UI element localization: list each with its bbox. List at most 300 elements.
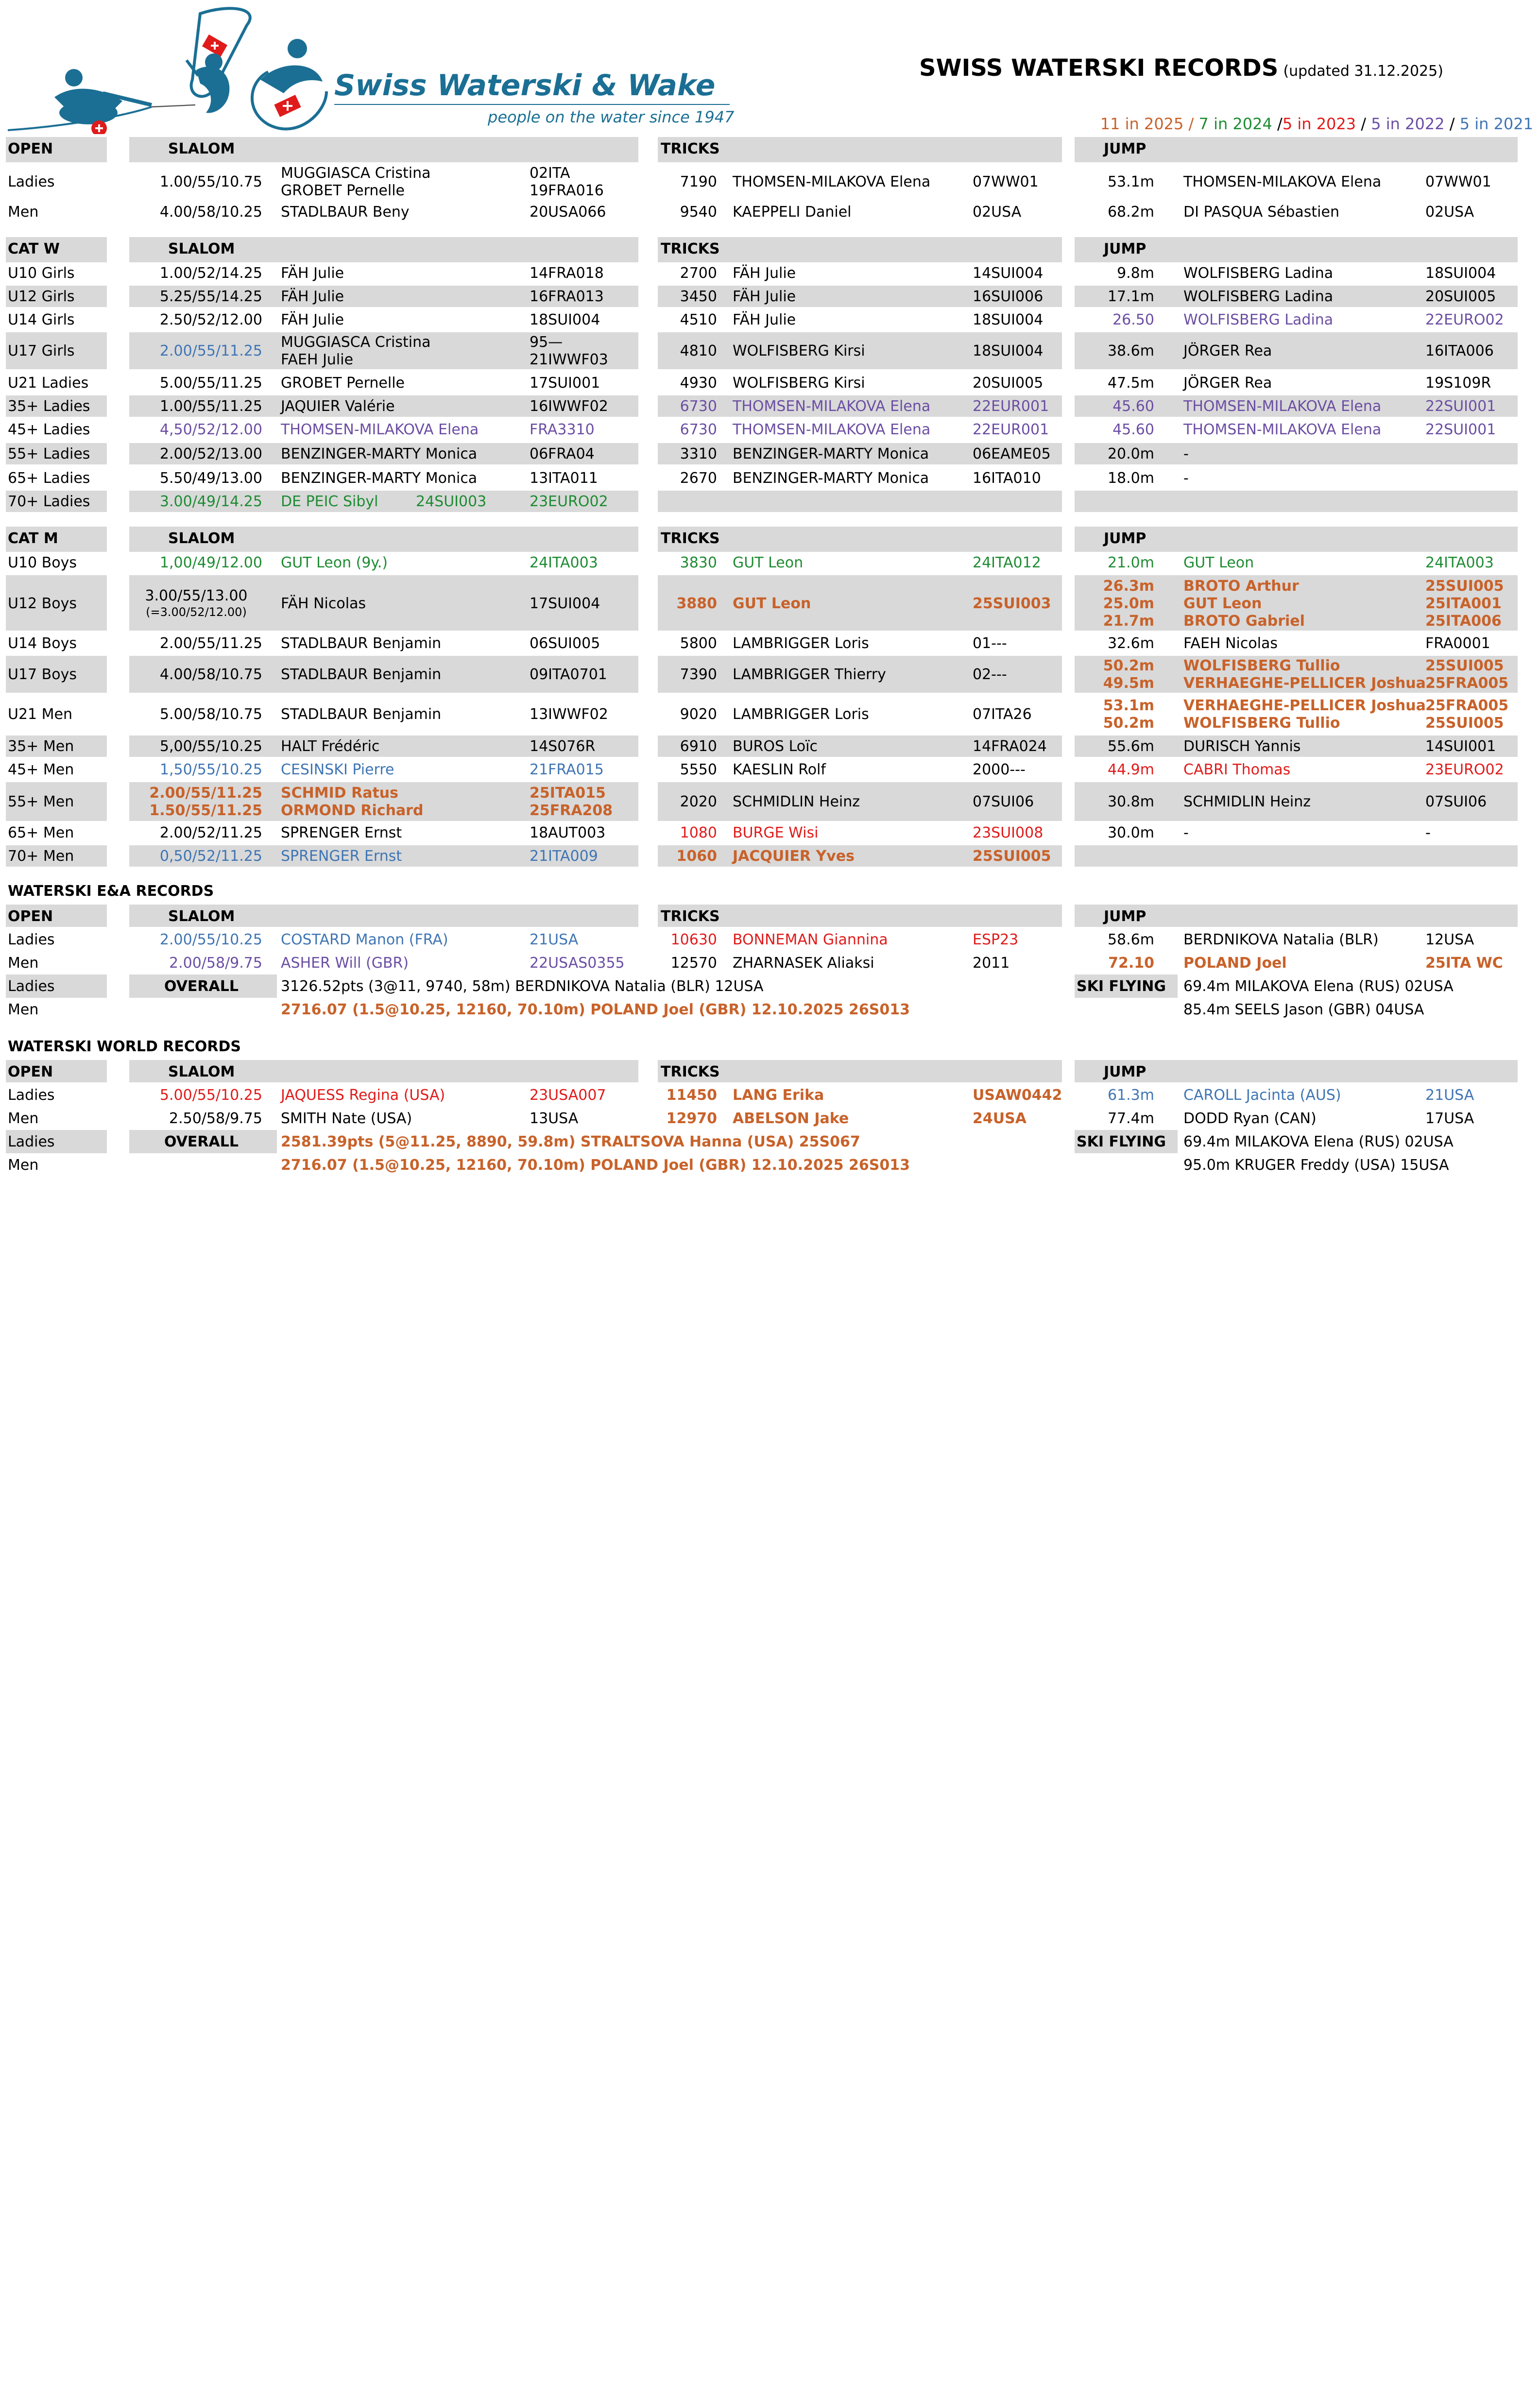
year-count: 5 in 2021: [1459, 115, 1533, 133]
slalom-heading: SLALOM: [168, 140, 235, 157]
tricks-name: BUROS Loïc: [733, 737, 818, 755]
tricks-score: 10630: [670, 931, 717, 948]
ski-flying-heading: SKI FLYING: [1077, 1133, 1166, 1150]
slalom-name: ASHER Will (GBR): [281, 954, 409, 972]
slalom-name: SPRENGER Ernst: [281, 847, 402, 865]
jump-score: 21.7m: [1103, 612, 1154, 629]
tricks-name: BENZINGER-MARTY Monica: [733, 469, 929, 487]
slalom-code: 19FRA016: [530, 182, 604, 199]
jump-score: 53.1m: [1107, 173, 1154, 190]
slalom-score: 5.00/58/10.75: [159, 705, 262, 723]
jump-code: 24ITA003: [1425, 554, 1494, 571]
slalom-score: 3.00/55/13.00: [145, 586, 248, 604]
slalom-code: 20USA066: [530, 203, 606, 221]
slalom-name: FÄH Julie: [281, 311, 344, 328]
overall-label: Men: [8, 1001, 39, 1018]
year-count: /: [1444, 115, 1460, 133]
tricks-code: ESP23: [973, 931, 1019, 948]
section-label: CAT W: [8, 240, 60, 257]
slalom-code: 09ITA0701: [530, 666, 607, 683]
tricks-code: USAW0442: [973, 1086, 1062, 1104]
slalom-name: SPRENGER Ernst: [281, 824, 402, 841]
jump-name: THOMSEN-MILAKOVA Elena: [1183, 173, 1382, 190]
tricks-heading: TRICKS: [661, 240, 720, 257]
slalom-score: 5.00/55/11.25: [159, 374, 262, 392]
category-label: U17 Boys: [8, 666, 77, 683]
overall-men: 2716.07 (1.5@10.25, 12160, 70.10m) POLAND Joel (GBR) 12.10.2025 26S013: [281, 1156, 910, 1174]
slalom-code: 24SUI003: [416, 493, 487, 510]
slalom-name: FÄH Julie: [281, 288, 344, 305]
tricks-code: 2000---: [973, 761, 1026, 778]
category-label: U12 Girls: [8, 288, 75, 305]
category-label: Ladies: [8, 1086, 55, 1104]
overall-label: Men: [8, 1156, 39, 1174]
tricks-name: THOMSEN-MILAKOVA Elena: [733, 173, 931, 190]
jump-name: -: [1183, 469, 1189, 487]
slalom-code: 16FRA013: [530, 288, 604, 305]
category-label: 70+ Ladies: [8, 493, 90, 510]
category-label: 70+ Men: [8, 847, 74, 865]
brand-tagline: people on the water since 1947: [488, 108, 735, 126]
tricks-score: 4930: [680, 374, 717, 392]
slalom-score: 1,00/49/12.00: [159, 554, 262, 571]
tricks-heading: TRICKS: [661, 140, 720, 157]
tricks-name: GUT Leon: [733, 554, 804, 571]
slalom-score: 1.00/55/11.25: [159, 397, 262, 415]
jump-name: DODD Ryan (CAN): [1183, 1110, 1317, 1127]
flying-men: 95.0m KRUGER Freddy (USA) 15USA: [1183, 1156, 1449, 1174]
slalom-name: THOMSEN-MILAKOVA Elena: [281, 421, 479, 438]
tricks-code: 06EAME05: [973, 445, 1051, 462]
slalom-code: 23EURO02: [530, 493, 608, 510]
jump-score: 30.0m: [1107, 824, 1154, 841]
tricks-name: LAMBRIGGER Loris: [733, 705, 869, 723]
slalom-score: 4,50/52/12.00: [159, 421, 262, 438]
slalom-name: STADLBAUR Beny: [281, 203, 410, 221]
jump-name: -: [1183, 824, 1189, 841]
tricks-name: BURGE Wisi: [733, 824, 819, 841]
page-title: SWISS WATERSKI RECORDS: [919, 54, 1279, 82]
jump-name: THOMSEN-MILAKOVA Elena: [1183, 421, 1382, 438]
jump-code: 25SUI005: [1425, 577, 1504, 594]
tricks-code: 25SUI003: [973, 594, 1051, 612]
slalom-code: 18SUI004: [530, 311, 600, 328]
slalom-code: 21USA: [530, 931, 579, 948]
tricks-code: 22EUR001: [973, 421, 1049, 438]
slalom-name: STADLBAUR Benjamin: [281, 634, 442, 652]
slalom-code: 18AUT003: [530, 824, 606, 841]
tricks-heading: TRICKS: [661, 530, 720, 547]
slalom-score: 2.00/52/13.00: [159, 445, 262, 462]
tricks-heading: TRICKS: [661, 907, 720, 925]
slalom-name: STADLBAUR Benjamin: [281, 705, 442, 723]
jump-score: 50.2m: [1103, 714, 1154, 732]
slalom-score: 2.00/58/9.75: [169, 954, 262, 972]
slalom-code: 23USA007: [530, 1086, 606, 1104]
slalom-score: 1.50/55/11.25: [149, 802, 262, 819]
jump-heading: JUMP: [1104, 1063, 1146, 1080]
tricks-code: 16ITA010: [973, 469, 1041, 487]
tricks-name: FÄH Julie: [733, 264, 796, 282]
tricks-name: ABELSON Jake: [733, 1110, 849, 1127]
category-label: 55+ Ladies: [8, 445, 90, 462]
slalom-name: FÄH Nicolas: [281, 594, 366, 612]
overall-ladies: 2581.39pts (5@11.25, 8890, 59.8m) STRALTSOVA Hanna (USA) 25S067: [281, 1133, 860, 1150]
jump-score: 47.5m: [1107, 374, 1154, 392]
tricks-score: 2020: [680, 793, 717, 810]
slalom-score: 3.00/49/14.25: [159, 493, 262, 510]
tricks-score: 2670: [680, 469, 717, 487]
slalom-score: 5.25/55/14.25: [159, 288, 262, 305]
category-label: U10 Girls: [8, 264, 75, 282]
tricks-score: 9540: [680, 203, 717, 221]
jump-name: GUT Leon: [1183, 594, 1262, 612]
slalom-code: 95—: [530, 333, 563, 351]
jump-code: 25ITA006: [1425, 612, 1502, 629]
jump-code: 22SUI001: [1425, 397, 1496, 415]
tricks-code: 14SUI004: [973, 264, 1044, 282]
jump-code: 12USA: [1425, 931, 1474, 948]
slalom-name: SCHMID Ratus: [281, 784, 398, 802]
overall-heading: OVERALL: [164, 977, 239, 995]
tricks-name: WOLFISBERG Kirsi: [733, 374, 865, 392]
jump-code: 25ITA WC: [1425, 954, 1503, 972]
section-title: WATERSKI WORLD RECORDS: [8, 1038, 241, 1055]
jump-code: 20SUI005: [1425, 288, 1496, 305]
slalom-heading: SLALOM: [168, 240, 235, 257]
slalom-code: 21IWWF03: [530, 351, 608, 368]
tricks-name: LAMBRIGGER Loris: [733, 634, 869, 652]
jump-score: 55.6m: [1107, 737, 1154, 755]
slalom-name: GROBET Pernelle: [281, 374, 405, 392]
tricks-code: 22EUR001: [973, 397, 1049, 415]
section-label: OPEN: [8, 140, 53, 157]
category-label: U14 Girls: [8, 311, 75, 328]
jump-score: 18.0m: [1107, 469, 1154, 487]
slalom-name: MUGGIASCA Cristina: [281, 333, 431, 351]
tricks-code: 18SUI004: [973, 311, 1044, 328]
jump-score: 72.10: [1108, 954, 1154, 972]
jump-name: JÖRGER Rea: [1183, 374, 1272, 392]
year-count: 7 in 2024: [1198, 115, 1272, 133]
jump-code: 25FRA005: [1425, 697, 1509, 714]
jump-code: FRA0001: [1425, 634, 1490, 652]
category-label: 65+ Men: [8, 824, 74, 841]
slalom-score-alt: (=3.00/52/12.00): [146, 605, 247, 618]
tricks-name: JACQUIER Yves: [733, 847, 855, 865]
flying-ladies: 69.4m MILAKOVA Elena (RUS) 02USA: [1183, 1133, 1454, 1150]
overall-label: Ladies: [8, 977, 55, 995]
tricks-score: 1060: [676, 847, 717, 865]
jump-score: 58.6m: [1107, 931, 1154, 948]
slalom-code: 25ITA015: [530, 784, 606, 802]
category-label: 35+ Ladies: [8, 397, 90, 415]
tricks-name: GUT Leon: [733, 594, 811, 612]
slalom-score: 2.50/52/12.00: [159, 311, 262, 328]
slalom-code: 13IWWF02: [530, 705, 608, 723]
slalom-score: 2.00/55/11.25: [159, 634, 262, 652]
jump-score: 20.0m: [1107, 445, 1154, 462]
tricks-name: KAEPPELI Daniel: [733, 203, 852, 221]
section-title: WATERSKI E&A RECORDS: [8, 882, 214, 900]
jump-name: SCHMIDLIN Heinz: [1183, 793, 1311, 810]
slalom-score: 1.00/55/10.75: [159, 173, 262, 190]
jump-name: DURISCH Yannis: [1183, 737, 1301, 755]
jump-code: 22EURO02: [1425, 311, 1504, 328]
tricks-name: THOMSEN-MILAKOVA Elena: [733, 397, 931, 415]
category-label: U21 Men: [8, 705, 73, 723]
tricks-code: 07WW01: [973, 173, 1039, 190]
slalom-heading: SLALOM: [168, 907, 235, 925]
jump-name: FAEH Nicolas: [1183, 634, 1278, 652]
jump-code: 25ITA001: [1425, 594, 1502, 612]
slalom-score: 0,50/52/11.25: [159, 847, 262, 865]
brand-name: Swiss Waterski & Wake: [334, 69, 716, 103]
tricks-code: 24USA: [973, 1110, 1027, 1127]
jump-name: DI PASQUA Sébastien: [1183, 203, 1339, 221]
year-count: 5 in 2023: [1282, 115, 1356, 133]
category-label: 65+ Ladies: [8, 469, 90, 487]
tricks-score: 2700: [680, 264, 717, 282]
slalom-code: 21FRA015: [530, 761, 604, 778]
jump-code: 23EURO02: [1425, 761, 1504, 778]
category-label: Men: [8, 203, 39, 221]
jump-name: -: [1183, 445, 1189, 462]
slalom-name: BENZINGER-MARTY Monica: [281, 469, 478, 487]
tricks-code: 16SUI006: [973, 288, 1044, 305]
slalom-score: 4.00/58/10.75: [159, 666, 262, 683]
jump-score: 68.2m: [1107, 203, 1154, 221]
slalom-score: 1.00/52/14.25: [159, 264, 262, 282]
tricks-name: LAMBRIGGER Thierry: [733, 666, 886, 683]
tricks-name: KAESLIN Rolf: [733, 761, 826, 778]
slalom-score: 1,50/55/10.25: [159, 761, 262, 778]
jump-name: THOMSEN-MILAKOVA Elena: [1183, 397, 1382, 415]
tricks-code: 24ITA012: [973, 554, 1041, 571]
tricks-code: 20SUI005: [973, 374, 1044, 392]
tricks-score: 3830: [680, 554, 717, 571]
year-count: 11 in 2025: [1100, 115, 1184, 133]
jump-score: 61.3m: [1107, 1086, 1154, 1104]
jump-score: 32.6m: [1107, 634, 1154, 652]
slalom-score: 2.00/55/11.25: [159, 342, 262, 359]
tricks-code: 2011: [973, 954, 1010, 972]
jump-code: 18SUI004: [1425, 264, 1496, 282]
jump-name: WOLFISBERG Tullio: [1183, 657, 1340, 674]
jump-code: 02USA: [1425, 203, 1474, 221]
jump-name: WOLFISBERG Ladina: [1183, 288, 1334, 305]
jump-score: 30.8m: [1107, 793, 1154, 810]
jump-code: 07WW01: [1425, 173, 1491, 190]
category-label: U21 Ladies: [8, 374, 89, 392]
slalom-code: 16IWWF02: [530, 397, 608, 415]
category-label: Ladies: [8, 173, 55, 190]
slalom-score: 4.00/58/10.25: [159, 203, 262, 221]
category-label: 35+ Men: [8, 737, 74, 755]
category-label: U10 Boys: [8, 554, 77, 571]
slalom-name: FAEH Julie: [281, 351, 354, 368]
overall-label: Ladies: [8, 1133, 55, 1150]
jump-name: WOLFISBERG Ladina: [1183, 311, 1334, 328]
jump-heading: JUMP: [1104, 140, 1146, 157]
slalom-code: 17SUI004: [530, 594, 600, 612]
tricks-code: 02USA: [973, 203, 1022, 221]
slalom-code: 13ITA011: [530, 469, 598, 487]
year-count: /: [1272, 115, 1283, 133]
flying-men: 85.4m SEELS Jason (GBR) 04USA: [1183, 1001, 1424, 1018]
jump-name: WOLFISBERG Tullio: [1183, 714, 1340, 732]
slalom-name: HALT Frédéric: [281, 737, 380, 755]
jump-heading: JUMP: [1104, 240, 1146, 257]
updated-date: (updated 31.12.2025): [1283, 62, 1443, 80]
slalom-score: 5,00/55/10.25: [159, 737, 262, 755]
jump-score: 26.50: [1112, 311, 1154, 328]
category-label: 45+ Ladies: [8, 421, 90, 438]
tricks-score: 12970: [666, 1110, 717, 1127]
jump-score: 50.2m: [1103, 657, 1154, 674]
slalom-name: GROBET Pernelle: [281, 182, 405, 199]
tricks-code: 02---: [973, 666, 1007, 683]
jump-code: 19S109R: [1425, 374, 1491, 392]
flying-ladies: 69.4m MILAKOVA Elena (RUS) 02USA: [1183, 977, 1454, 995]
tricks-name: FÄH Julie: [733, 311, 796, 328]
tricks-score: 5800: [680, 634, 717, 652]
slalom-name: MUGGIASCA Cristina: [281, 164, 431, 182]
year-count: /: [1183, 115, 1199, 133]
overall-heading: OVERALL: [164, 1133, 239, 1150]
slalom-score: 2.00/52/11.25: [159, 824, 262, 841]
slalom-code: FRA3310: [530, 421, 595, 438]
jump-code: 25FRA005: [1425, 674, 1509, 692]
jump-name: VERHAEGHE-PELLICER Joshua: [1183, 697, 1426, 714]
slalom-name: FÄH Julie: [281, 264, 344, 282]
tricks-name: SCHMIDLIN Heinz: [733, 793, 860, 810]
grey-band: [1075, 491, 1518, 512]
category-label: U14 Boys: [8, 634, 77, 652]
jump-score: 9.8m: [1117, 264, 1154, 282]
tricks-score: 3880: [676, 594, 717, 612]
tricks-score: 4810: [680, 342, 717, 359]
slalom-code: 02ITA: [530, 164, 570, 182]
year-count: 5 in 2022: [1371, 115, 1445, 133]
tricks-score: 3310: [680, 445, 717, 462]
tricks-score: 12570: [670, 954, 717, 972]
tricks-name: WOLFISBERG Kirsi: [733, 342, 865, 359]
year-count: /: [1356, 115, 1371, 133]
jump-score: 53.1m: [1103, 697, 1154, 714]
jump-name: BROTO Arthur: [1183, 577, 1299, 594]
slalom-name: STADLBAUR Benjamin: [281, 666, 442, 683]
slalom-code: 21ITA009: [530, 847, 598, 865]
tricks-code: 07ITA26: [973, 705, 1032, 723]
slalom-name: SMITH Nate (USA): [281, 1110, 412, 1127]
jump-score: 21.0m: [1107, 554, 1154, 571]
jump-name: CAROLL Jacinta (AUS): [1183, 1086, 1341, 1104]
slalom-score: 5.50/49/13.00: [159, 469, 262, 487]
slalom-code: 14FRA018: [530, 264, 604, 282]
tricks-score: 5550: [680, 761, 717, 778]
jump-name: POLAND Joel: [1183, 954, 1287, 972]
jump-code: 22SUI001: [1425, 421, 1496, 438]
jump-score: 17.1m: [1107, 288, 1154, 305]
slalom-name: COSTARD Manon (FRA): [281, 931, 448, 948]
category-label: Men: [8, 954, 39, 972]
jump-score: 45.60: [1112, 397, 1154, 415]
tricks-score: 3450: [680, 288, 717, 305]
jump-code: -: [1425, 824, 1431, 841]
slalom-name: CESINSKI Pierre: [281, 761, 394, 778]
tricks-heading: TRICKS: [661, 1063, 720, 1080]
slalom-code: 06SUI005: [530, 634, 600, 652]
slalom-score: 2.50/58/9.75: [169, 1110, 262, 1127]
category-label: Ladies: [8, 931, 55, 948]
tricks-score: 4510: [680, 311, 717, 328]
jump-score: 45.60: [1112, 421, 1154, 438]
slalom-code: 17SUI001: [530, 374, 600, 392]
tricks-name: ZHARNASEK Aliaksi: [733, 954, 874, 972]
slalom-code: 13USA: [530, 1110, 579, 1127]
slalom-code: 22USAS0355: [530, 954, 625, 972]
tricks-score: 9020: [680, 705, 717, 723]
section-label: CAT M: [8, 530, 58, 547]
slalom-score: 5.00/55/10.25: [159, 1086, 262, 1104]
jump-score: 49.5m: [1103, 674, 1154, 692]
jump-name: BROTO Gabriel: [1183, 612, 1305, 629]
jump-name: WOLFISBERG Ladina: [1183, 264, 1334, 282]
slalom-name: ORMOND Richard: [281, 802, 424, 819]
tricks-code: 25SUI005: [973, 847, 1051, 865]
tricks-code: 01---: [973, 634, 1007, 652]
tricks-name: BENZINGER-MARTY Monica: [733, 445, 929, 462]
ski-flying-heading: SKI FLYING: [1077, 977, 1166, 995]
tricks-score: 11450: [666, 1086, 717, 1104]
grey-band: [658, 491, 1062, 512]
jump-name: JÖRGER Rea: [1183, 342, 1272, 359]
overall-men: 2716.07 (1.5@10.25, 12160, 70.10m) POLAND Joel (GBR) 12.10.2025 26S013: [281, 1001, 910, 1018]
jump-name: VERHAEGHE-PELLICER Joshua: [1183, 674, 1426, 692]
slalom-code: 24ITA003: [530, 554, 598, 571]
jump-code: 25SUI005: [1425, 657, 1504, 674]
slalom-score: 2.00/55/11.25: [149, 784, 262, 802]
section-label: OPEN: [8, 1063, 53, 1080]
jump-score: 26.3m: [1103, 577, 1154, 594]
tricks-name: THOMSEN-MILAKOVA Elena: [733, 421, 931, 438]
jump-heading: JUMP: [1104, 530, 1146, 547]
overall-ladies: 3126.52pts (3@11, 9740, 58m) BERDNIKOVA Natalia (BLR) 12USA: [281, 977, 764, 995]
tricks-name: BONNEMAN Giannina: [733, 931, 888, 948]
tricks-code: 07SUI06: [973, 793, 1034, 810]
slalom-code: 14S076R: [530, 737, 596, 755]
tricks-score: 6910: [680, 737, 717, 755]
jump-code: 14SUI001: [1425, 737, 1496, 755]
tricks-score: 7390: [680, 666, 717, 683]
tricks-score: 7190: [680, 173, 717, 190]
slalom-name: BENZINGER-MARTY Monica: [281, 445, 478, 462]
jump-code: 16ITA006: [1425, 342, 1494, 359]
tricks-score: 1080: [680, 824, 717, 841]
tricks-score: 6730: [680, 421, 717, 438]
section-label: OPEN: [8, 907, 53, 925]
category-label: U12 Boys: [8, 594, 77, 612]
category-label: U17 Girls: [8, 342, 75, 359]
jump-code: 25SUI005: [1425, 714, 1504, 732]
jump-score: 44.9m: [1107, 761, 1154, 778]
tricks-name: LANG Erika: [733, 1086, 824, 1104]
grey-band: [1075, 845, 1518, 867]
jump-score: 38.6m: [1107, 342, 1154, 359]
tricks-code: 14FRA024: [973, 737, 1047, 755]
jump-name: CABRI Thomas: [1183, 761, 1291, 778]
